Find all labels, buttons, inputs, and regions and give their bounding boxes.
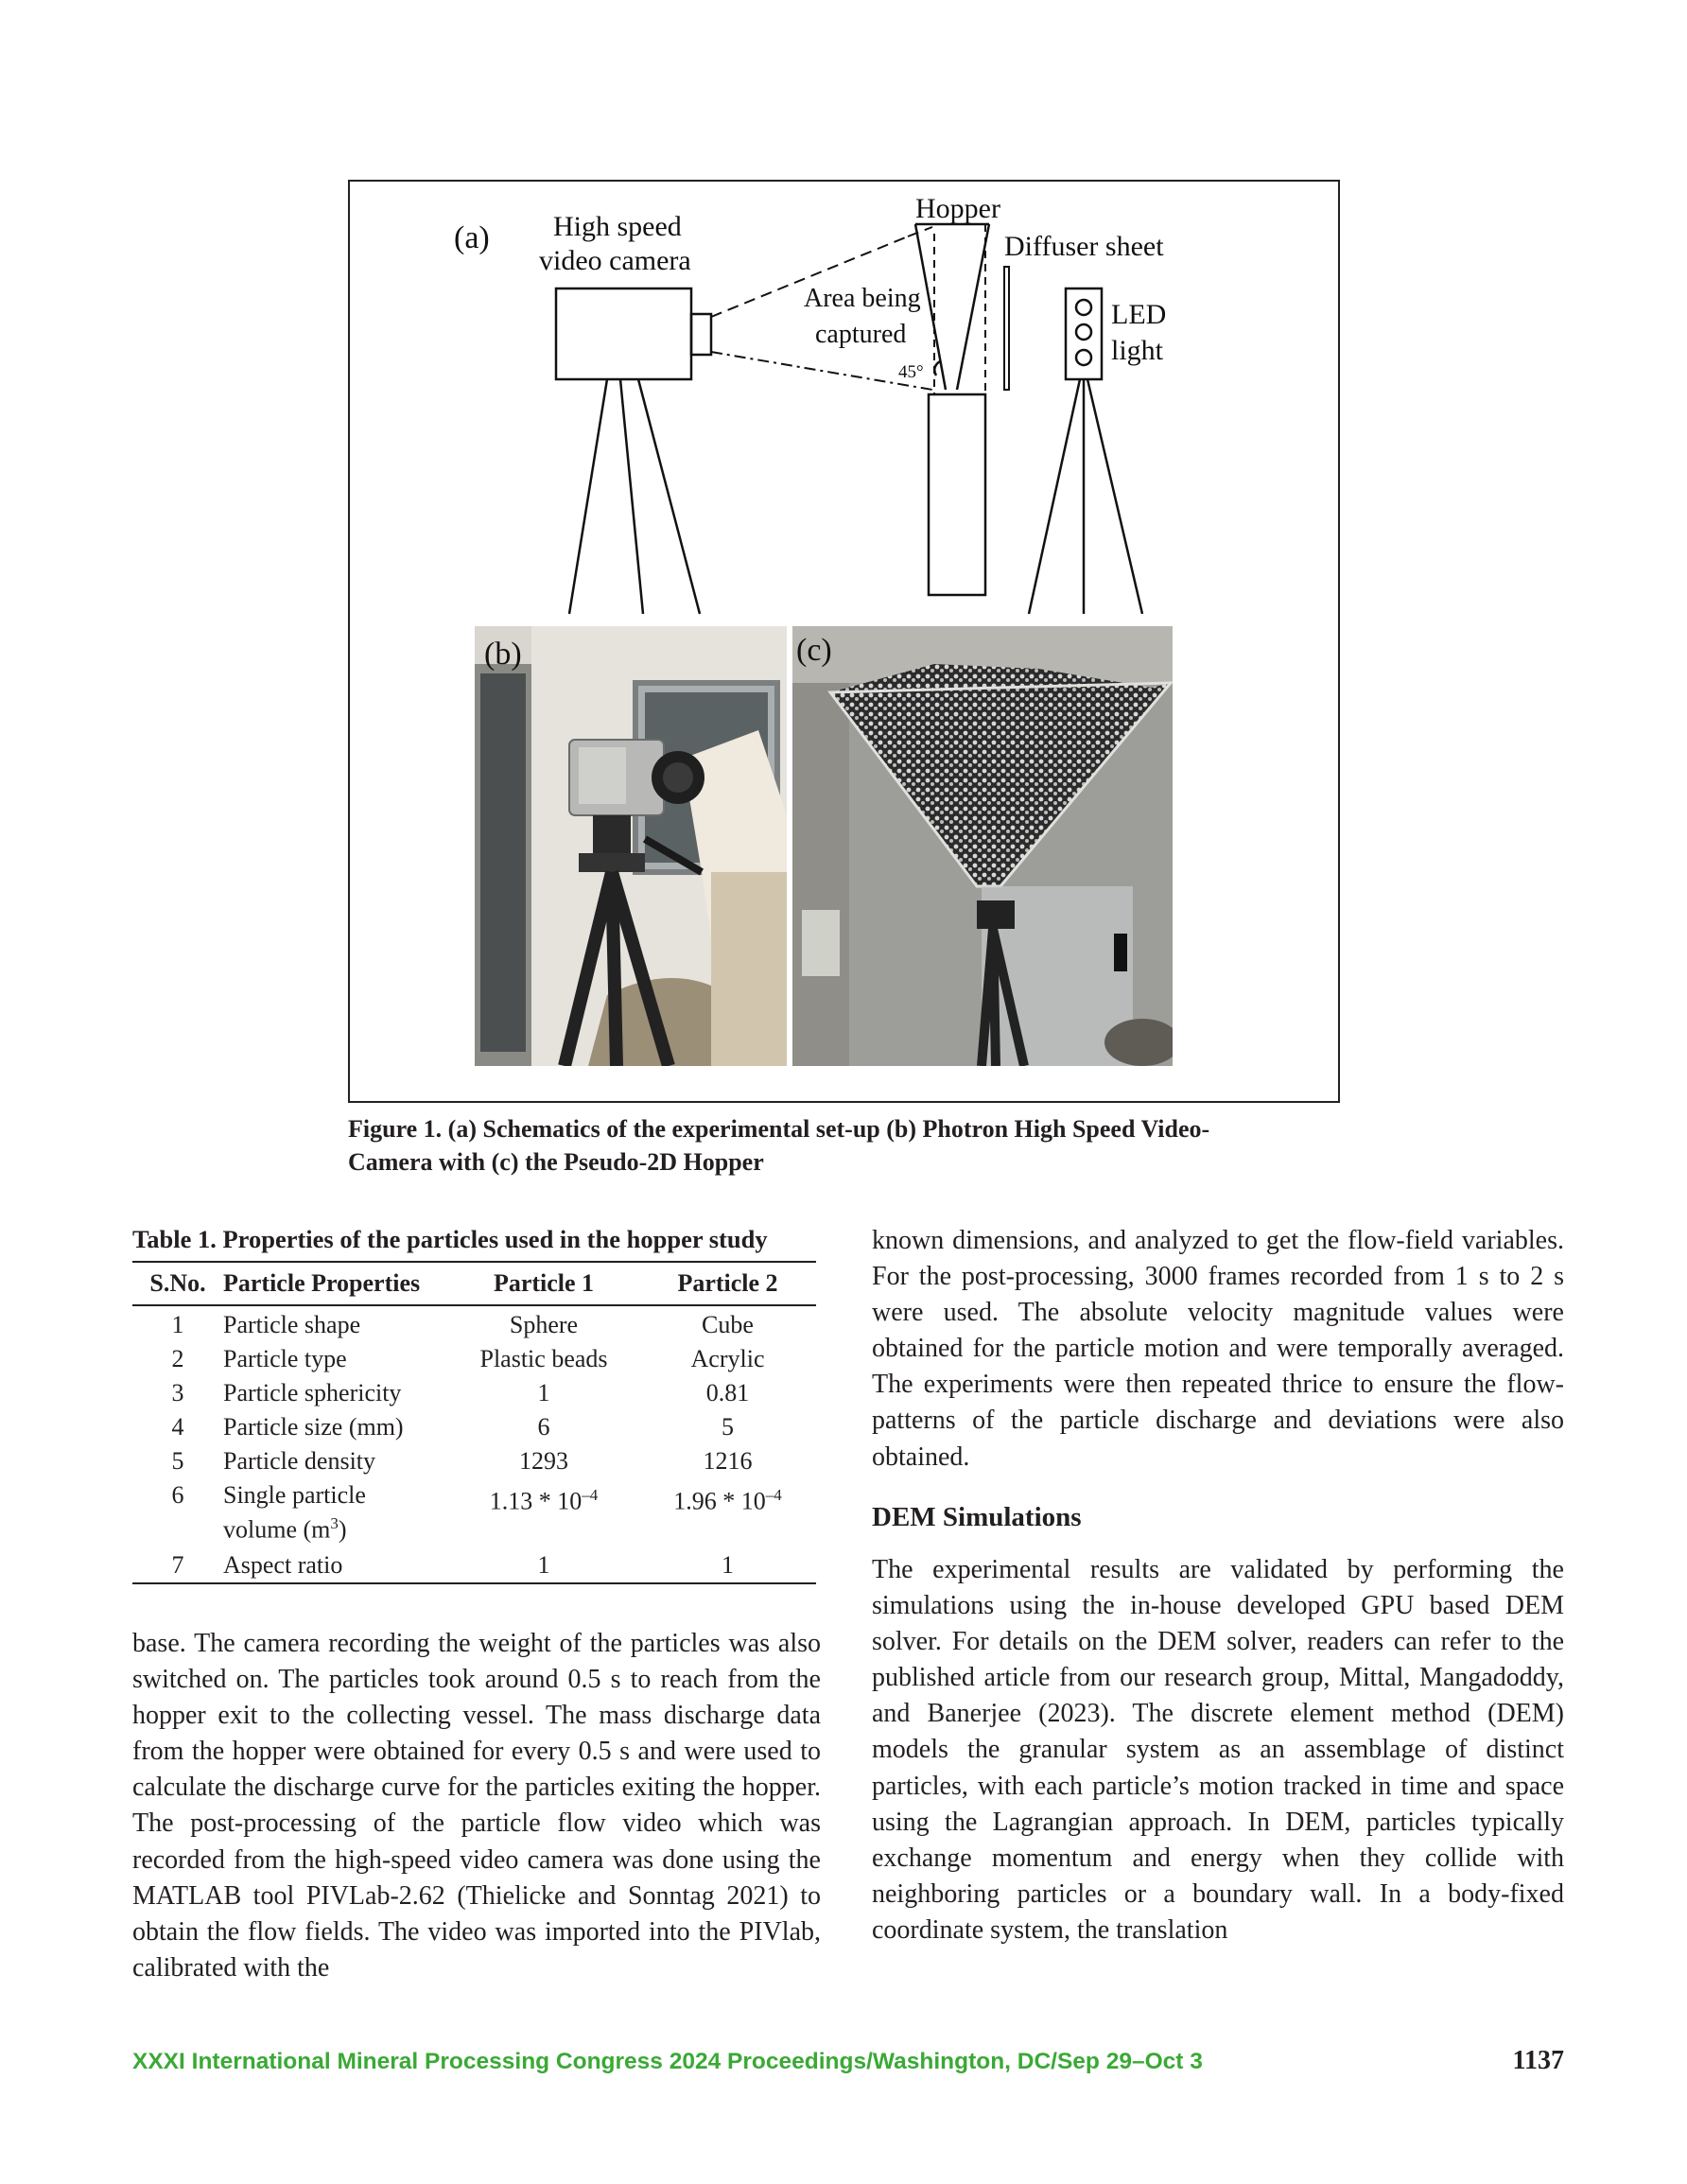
header-particle-2: Particle 2 — [677, 1269, 778, 1297]
angle-label: 45° — [898, 362, 924, 382]
table-row — [132, 1410, 816, 1444]
header-property: Particle Properties — [223, 1269, 421, 1297]
section-heading: DEM Simulations — [872, 1502, 1082, 1532]
diffuser-label: Diffuser sheet — [1004, 231, 1164, 262]
table-title: Table 1. Properties of the particles used in the hopper study — [132, 1225, 768, 1253]
panel-a-label: (a) — [454, 220, 490, 255]
cell-property: Particle density — [223, 1447, 376, 1475]
panel-b-label: (b) — [484, 637, 522, 672]
left-column-text — [132, 1626, 821, 1986]
hopper-schematic — [915, 224, 989, 595]
cell-property: Particle shape — [223, 1311, 361, 1338]
cell-property: Particle type — [223, 1345, 347, 1372]
diffuser-sheet — [1004, 267, 1009, 390]
cell-property — [223, 1478, 448, 1548]
p2-exponent: –4 — [765, 1486, 782, 1504]
cell-sno: 3 — [171, 1379, 184, 1406]
table-row — [132, 1305, 816, 1342]
hopper-photo — [792, 626, 1173, 1066]
cell-sno: 2 — [171, 1345, 184, 1372]
cell-sno: 5 — [171, 1447, 184, 1475]
table-row — [132, 1548, 816, 1583]
figure-caption-line2: Camera with (c) the Pseudo-2D Hopper — [348, 1148, 764, 1176]
cell-particle-1: 1 — [537, 1550, 550, 1579]
property-line1: Single particle — [223, 1481, 366, 1509]
cell-particle-1: Plastic beads — [479, 1345, 608, 1372]
page-number: 1137 — [1512, 2046, 1564, 2075]
camera-label-line2: video camera — [539, 245, 691, 276]
led-label-line2: light — [1111, 335, 1164, 366]
led-label-line1: LED — [1111, 299, 1167, 330]
p1-base: 1.13 * 10 — [489, 1487, 583, 1515]
cell-particle-1 — [448, 1478, 639, 1548]
header-particle-1: Particle 1 — [493, 1269, 595, 1297]
schematic-diagram — [350, 182, 1338, 626]
cell-particle-2: 1 — [722, 1550, 734, 1579]
figure-caption — [348, 1112, 1350, 1179]
cell-particle-2: 0.81 — [705, 1379, 750, 1406]
paragraph: The experimental results are validated by performing the simulations using the in-house developed GPU based DEM solver. For details on the DEM solver, readers can refer to the published article from our research group, Mittal, Mangadoddy, and Banerjee (2023). The discrete element method (DEM) models the granular system as an assemblage of distinct particles, with each particle’s motion tracked in time and space using the Lagrangian approach. In DEM, particles typically exchange momentum and energy when they collide with neighboring particles or a boundary wall. In a body-fixed coordinate system, the translation — [872, 1555, 1564, 1945]
table-header-row — [132, 1262, 816, 1305]
panel-c-label: (c) — [796, 633, 832, 668]
area-label-line2: captured — [815, 320, 907, 349]
p2-base: 1.96 * 10 — [673, 1487, 766, 1515]
property-superscript: 3 — [330, 1514, 339, 1532]
table-row — [132, 1342, 816, 1376]
cell-particle-1: 1 — [537, 1379, 550, 1406]
cell-sno: 7 — [171, 1550, 184, 1579]
cell-property: Aspect ratio — [223, 1550, 343, 1579]
cell-property: Particle size (mm) — [223, 1413, 404, 1441]
cell-particle-1: 6 — [537, 1413, 550, 1441]
cell-property: Particle sphericity — [223, 1379, 402, 1406]
cell-particle-1: Sphere — [509, 1311, 579, 1338]
paragraph: base. The camera recording the weight of the particles was also switched on. The particles took around 0.5 s to reach from the hopper exit to the collecting vessel. The mass discharge data from the hopper were obtained for every 0.5 s and were used to calculate the discharge curve for the particles exiting the hopper. The post-processing of the particle flow video which was recorded from the high-speed video camera was done using the MATLAB tool PIVLab-2.62 (Thielicke and Sonntag 2021) to obtain the flow fields. The video was imported into the PIVlab, calibrated with the — [132, 1629, 821, 1983]
table-row — [132, 1478, 816, 1548]
paragraph: known dimensions, and analyzed to get the flow-field variables. For the post-processing, 3000 frames recorded from 1 s to 2 s were used. The absolute velocity magnitude values were obtained for the particle motion and were temporally averaged. The experiments were then repeated thrice to ensure the flow-patterns of the particle discharge and deviations were also obtained. — [872, 1226, 1564, 1472]
footer-proceedings: XXXI International Mineral Processing Congress 2024 Proceedings/Washington, DC/Sep 29–Oct 3 — [132, 2049, 1203, 2074]
cell-sno: 1 — [171, 1311, 184, 1338]
table-row — [132, 1444, 816, 1478]
cell-sno: 4 — [171, 1413, 184, 1441]
hopper-label: Hopper — [915, 193, 1000, 224]
p1-exponent: –4 — [582, 1486, 599, 1504]
figure-1 — [348, 180, 1340, 1103]
property-line2: volume (m — [223, 1515, 331, 1544]
area-label-line1: Area being — [804, 284, 921, 313]
camera-label-line1: High speed — [553, 211, 682, 242]
property-tail: ) — [338, 1515, 347, 1544]
cell-particle-1: 1293 — [519, 1447, 568, 1475]
camera-photo — [475, 626, 787, 1066]
table-row — [132, 1376, 816, 1410]
camera-schematic — [556, 288, 711, 614]
header-sno: S.No. — [149, 1269, 206, 1297]
cell-sno: 6 — [171, 1481, 184, 1509]
cell-particle-2: 5 — [722, 1413, 734, 1441]
properties-table — [132, 1261, 816, 1584]
cell-particle-2: Acrylic — [690, 1345, 765, 1372]
right-column-text-bottom — [872, 1552, 1564, 1948]
right-column-text-top — [872, 1223, 1564, 1476]
figure-caption-line1: Figure 1. (a) Schematics of the experimental set-up (b) Photron High Speed Video- — [348, 1115, 1210, 1143]
cell-particle-2: 1216 — [703, 1447, 753, 1475]
cell-particle-2 — [639, 1478, 816, 1548]
cell-particle-2: Cube — [702, 1311, 754, 1338]
